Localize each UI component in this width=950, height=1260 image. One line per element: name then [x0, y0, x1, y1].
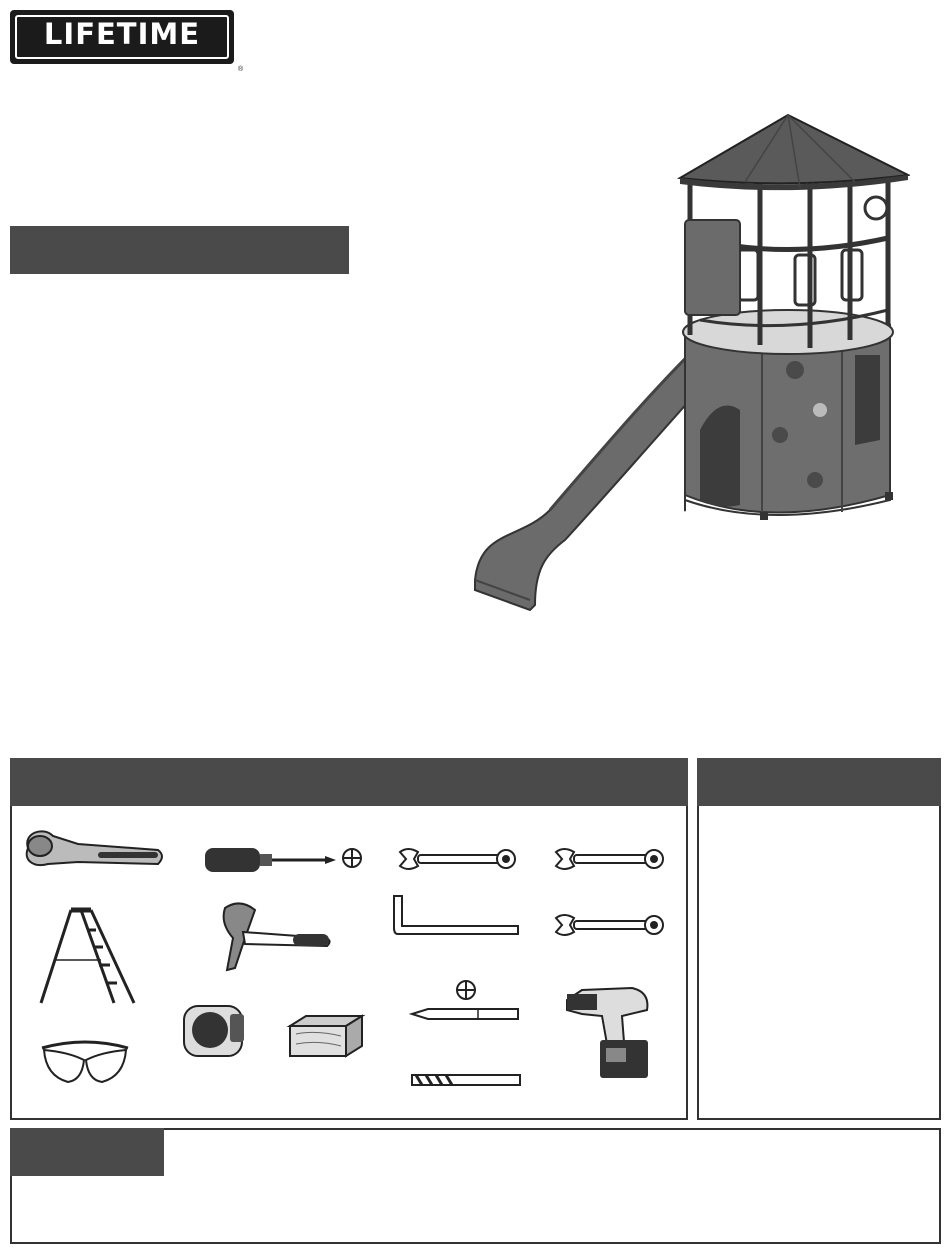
wood-block-icon [286, 1012, 366, 1060]
tools-header-bar [10, 758, 688, 806]
note-header-tab [10, 1128, 164, 1176]
combination-wrench-icon [552, 912, 668, 938]
phillips-screwdriver-icon [200, 840, 340, 880]
combination-wrench-icon [396, 846, 520, 872]
combination-wrench-icon [552, 846, 668, 872]
hex-key-icon [388, 892, 522, 938]
phillips-symbol-icon [454, 978, 478, 1002]
title-bar [10, 226, 349, 274]
safety-glasses-icon [38, 1036, 132, 1088]
registered-mark: ® [238, 66, 244, 73]
logo-wordmark: LIFETIME [43, 17, 201, 51]
claw-hammer-icon [215, 898, 335, 978]
side-header-bar [697, 758, 941, 806]
phillips-drill-bit-icon [408, 1004, 524, 1024]
drill-bit-icon [408, 1072, 524, 1088]
step-ladder-icon [36, 905, 141, 1007]
ratchet-icon [18, 818, 168, 878]
phillips-symbol-icon [340, 846, 364, 870]
tape-measure-icon [180, 1000, 252, 1060]
brand-logo [10, 10, 244, 73]
side-panel [697, 806, 941, 1120]
cordless-drill-icon [562, 980, 652, 1080]
playset-tower-illustration [470, 110, 910, 620]
